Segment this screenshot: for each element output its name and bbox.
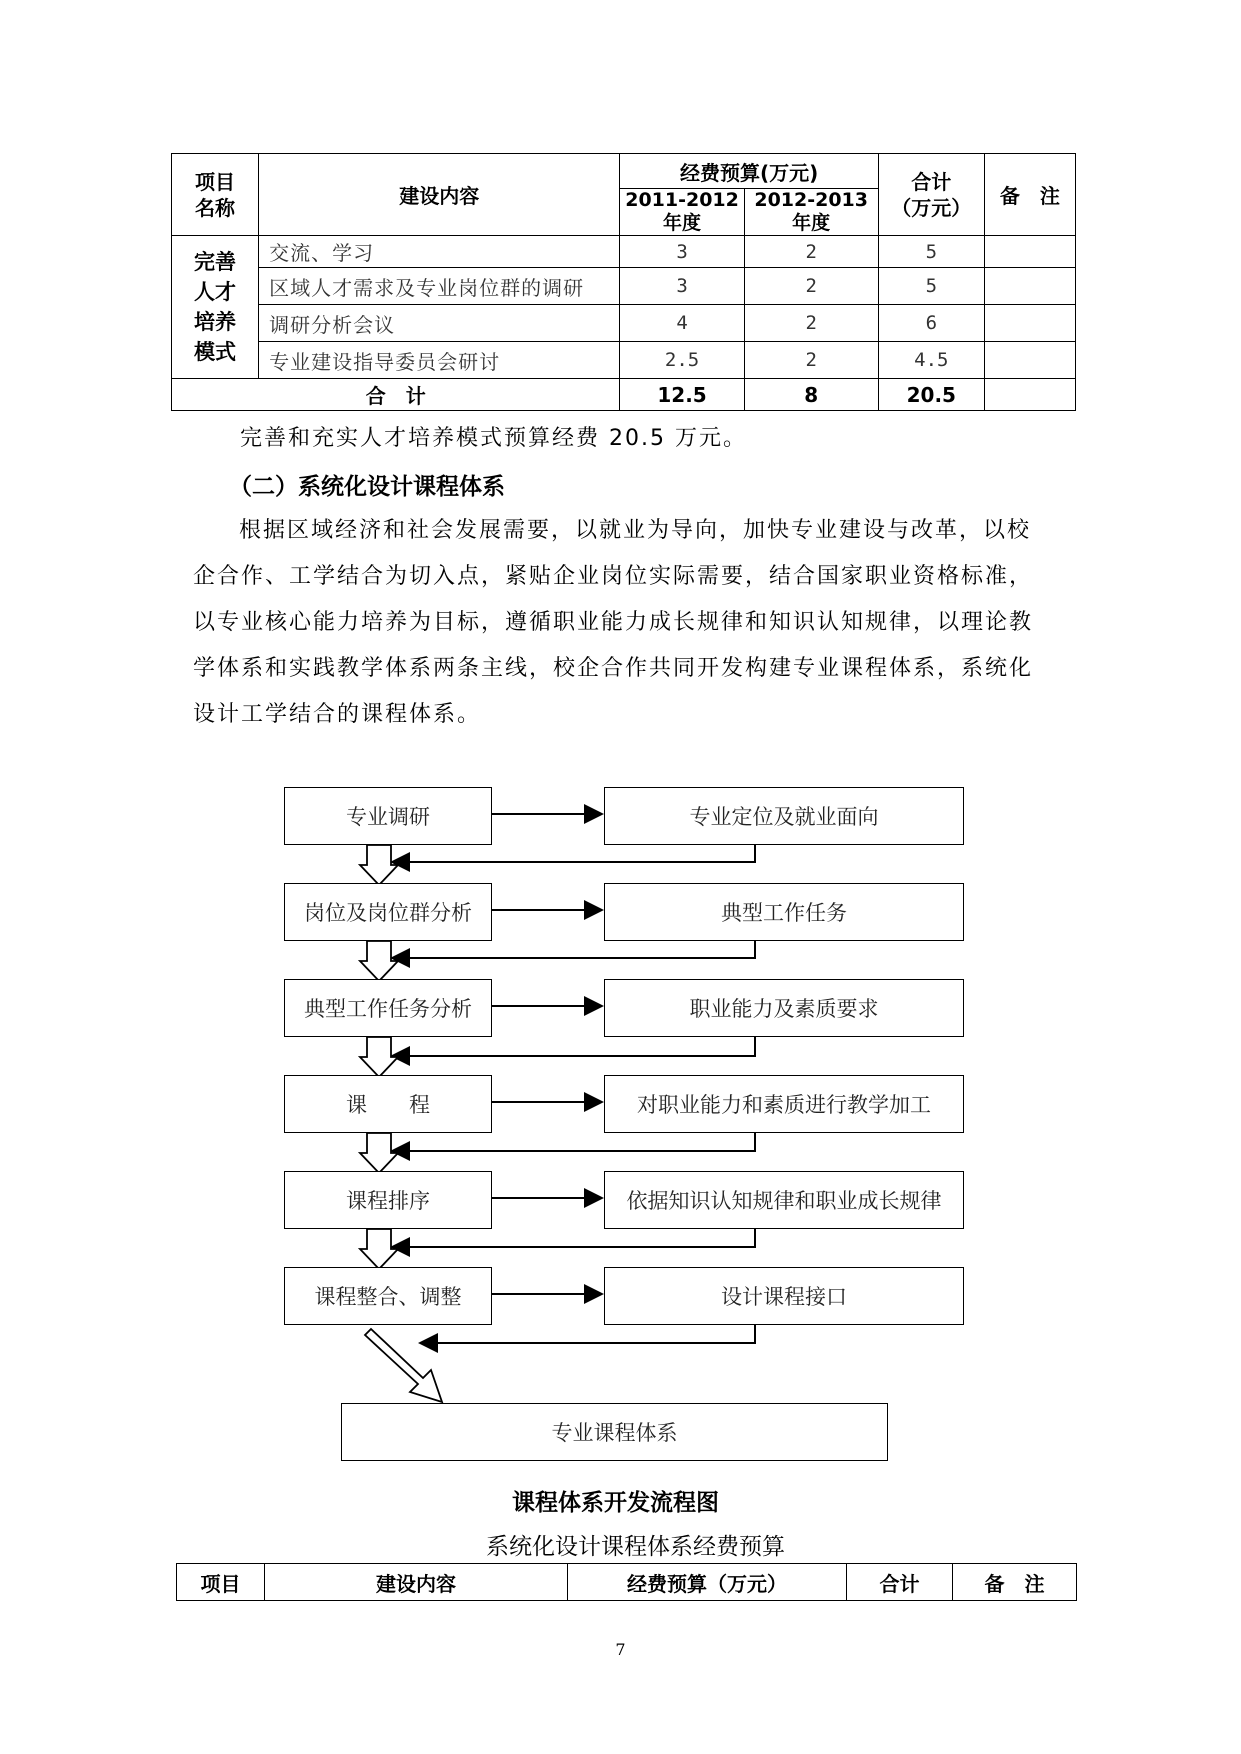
section-heading: （二）系统化设计课程体系: [229, 474, 505, 500]
row-y2: 2: [744, 268, 878, 305]
header-remark: 备 注: [984, 154, 1075, 236]
paragraph-line: 设计工学结合的课程体系。: [193, 702, 482, 727]
row-total: 6: [878, 305, 984, 342]
flow-left-step: 典型工作任务分析: [284, 979, 492, 1037]
sum-total: 20.5: [878, 379, 984, 411]
header-budget: 经费预算(万元): [620, 154, 878, 189]
flow-left-step: 课 程: [284, 1075, 492, 1133]
table2-title: 系统化设计课程体系经费预算: [486, 1534, 785, 1560]
sum-label: 合 计: [172, 379, 620, 411]
t2-header-total: 合计: [847, 1564, 953, 1601]
flow-right-step: 依据知识认知规律和职业成长规律: [604, 1171, 964, 1229]
row-content: 专业建设指导委员会研讨: [259, 342, 620, 379]
flow-left-step: 课程整合、调整: [284, 1267, 492, 1325]
paragraph-line: 根据区域经济和社会发展需要，以就业为导向，加快专业建设与改革，以校: [239, 518, 1032, 543]
flow-left-step: 岗位及岗位群分析: [284, 883, 492, 941]
t2-header-remark: 备 注: [953, 1564, 1077, 1601]
row-total: 5: [878, 236, 984, 268]
flow-right-step: 设计课程接口: [604, 1267, 964, 1325]
t2-header-budget: 经费预算（万元）: [568, 1564, 847, 1601]
header-year-2: 2012-2013 年度: [744, 189, 878, 236]
paragraph-line: 以专业核心能力培养为目标，遵循职业能力成长规律和知识认知规律，以理论教: [193, 610, 1034, 635]
row-y2: 2: [744, 305, 878, 342]
page-number: 7: [615, 1640, 626, 1659]
row-y1: 3: [620, 236, 744, 268]
flowchart-caption: 课程体系开发流程图: [512, 1490, 719, 1516]
row-y1: 2.5: [620, 342, 744, 379]
flow-left-step: 专业调研: [284, 787, 492, 845]
sum-y2: 8: [744, 379, 878, 411]
budget-table-2: [176, 1563, 1077, 1601]
header-year-1: 2011-2012 年度: [620, 189, 744, 236]
row-content: 交流、学习: [259, 236, 620, 268]
row-total: 5: [878, 268, 984, 305]
header-item-name: 项目 名称: [172, 154, 259, 236]
paragraph-line: 企合作、工学结合为切入点，紧贴企业岗位实际需要，结合国家职业资格标准，: [193, 564, 1034, 589]
t2-header-content: 建设内容: [265, 1564, 568, 1601]
row-y2: 2: [744, 342, 878, 379]
flow-left-step: 课程排序: [284, 1171, 492, 1229]
row-y1: 4: [620, 305, 744, 342]
flow-right-step: 专业定位及就业面向: [604, 787, 964, 845]
category-cell: 完善 人才 培养 模式: [172, 236, 259, 379]
flow-right-step: 职业能力及素质要求: [604, 979, 964, 1037]
row-total: 4.5: [878, 342, 984, 379]
summary-line: 完善和充实人才培养模式预算经费 20.5 万元。: [240, 426, 747, 451]
flow-final-box: 专业课程体系: [341, 1403, 888, 1461]
t2-header-item: 项目: [177, 1564, 265, 1601]
paragraph-line: 学体系和实践教学体系两条主线，校企合作共同开发构建专业课程体系，系统化: [193, 656, 1034, 681]
flow-right-step: 对职业能力和素质进行教学加工: [604, 1075, 964, 1133]
sum-y1: 12.5: [620, 379, 744, 411]
row-content: 区域人才需求及专业岗位群的调研: [259, 268, 620, 305]
header-total: 合计 （万元）: [878, 154, 984, 236]
flow-right-step: 典型工作任务: [604, 883, 964, 941]
row-y2: 2: [744, 236, 878, 268]
row-y1: 3: [620, 268, 744, 305]
header-content: 建设内容: [259, 154, 620, 236]
row-content: 调研分析会议: [259, 305, 620, 342]
